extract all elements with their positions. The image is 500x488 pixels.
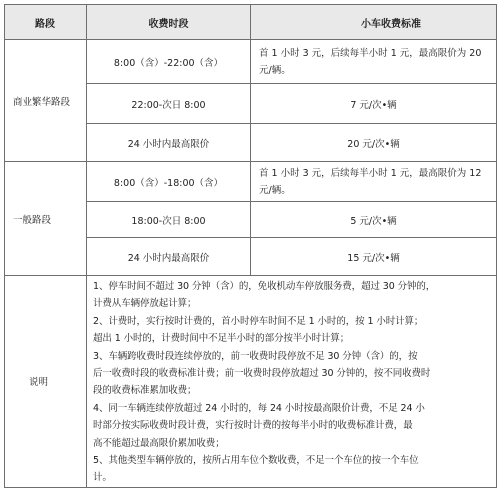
note-line: 时部分按实际收费时段计费，实行按时计费的按每半小时的收费标准计费，最 (93, 420, 413, 432)
time-period: 8:00（含）-22:00（含） (87, 40, 251, 84)
note-line: 高不能超过最高限价累加收费； (93, 437, 225, 449)
time-period: 24 小时内最高限价 (87, 238, 251, 276)
table-row (5, 40, 497, 84)
note-line: 段的收费标准累加收费； (93, 385, 197, 397)
note-line: 后一收费时段的收费标准计费；前一收费时段停放超过 30 分钟的，按不同收费时 (93, 368, 431, 380)
time-period: 24 小时内最高限价 (87, 124, 251, 162)
parking-fee-table (4, 4, 497, 488)
notes-label: 说明 (5, 276, 87, 488)
fee-rate: 首 1 小时 3 元，后续每半小时 1 元，最高限价为 12 元/辆。 (251, 162, 497, 202)
note-line: 1、停车时间不超过 30 分钟（含）的，免收机动车停放服务费，超过 30 分钟的， (93, 281, 436, 292)
note-line: 超出 1 小时的，计费时间中不足半小时的部分按半小时计算； (93, 333, 350, 345)
time-period: 18:00-次日 8:00 (87, 202, 251, 238)
time-period: 8:00（含）-18:00（含） (87, 162, 251, 202)
fee-rate: 20 元/次•辆 (251, 124, 497, 162)
section-name: 商业繁华路段 (5, 40, 87, 162)
notes-row (5, 276, 497, 488)
note-line: 计。 (93, 472, 112, 484)
note-line: 2、计费时，实行按时计费的，首小时停车时间不足 1 小时的，按 1 小时计算； (93, 315, 424, 327)
table-row (5, 162, 497, 202)
fee-rate: 5 元/次•辆 (251, 202, 497, 238)
note-line: 5、其他类型车辆停放的，按所占用车位个数收费，不足一个车位的按一个车位 (93, 455, 419, 467)
fee-rate: 15 元/次•辆 (251, 238, 497, 276)
header-row (5, 5, 497, 40)
note-line: 4、同一车辆连续停放超过 24 小时的，每 24 小时按最高限价计费，不足 24 小 (93, 402, 425, 414)
fee-rate: 首 1 小时 3 元，后续每半小时 1 元，最高限价为 20 元/辆。 (251, 40, 497, 84)
header-section: 路段 (5, 5, 87, 40)
note-line: 3、车辆跨收费时段连续停放的，前一收费时段停放不足 30 分钟（含）的，按 (93, 350, 418, 362)
fee-rate: 7 元/次•辆 (251, 84, 497, 124)
section-name: 一般路段 (5, 162, 87, 276)
time-period: 22:00-次日 8:00 (87, 84, 251, 124)
header-time: 收费时段 (87, 5, 251, 40)
notes-content (87, 276, 497, 488)
note-line: 计费从车辆停放起计算； (93, 298, 197, 310)
header-rate: 小车收费标准 (251, 5, 497, 40)
